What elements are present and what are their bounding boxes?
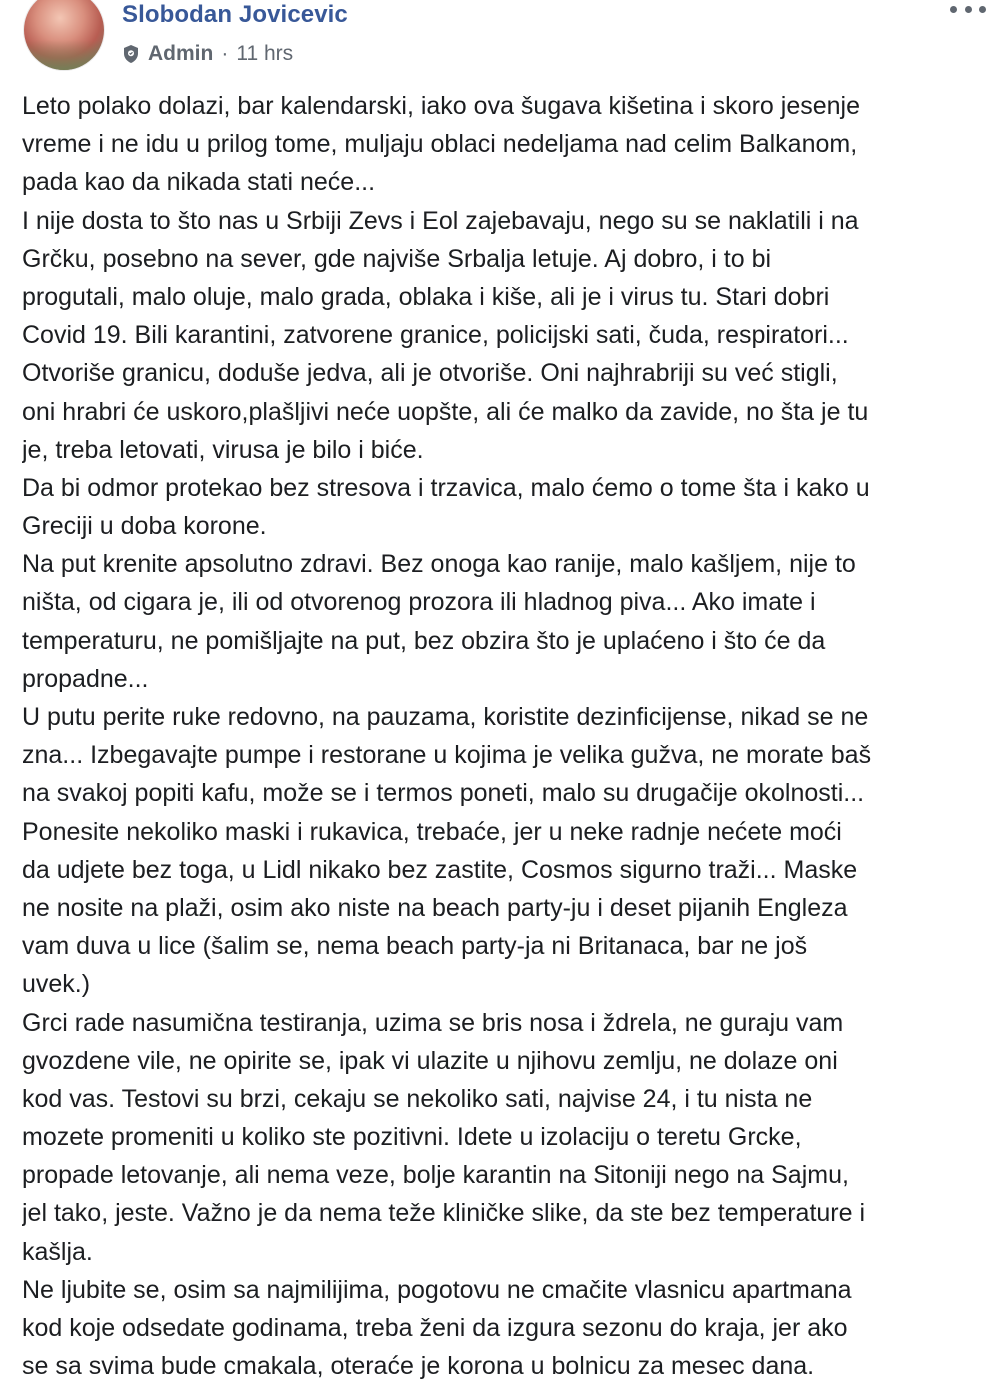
post-text <box>22 87 997 1385</box>
post-line: propade letovanje, ali nema veze, bolje karantin na Sitoniji nego na Sajmu, <box>22 1161 849 1190</box>
post-line: progutali, malo oluje, malo grada, oblaka i kiše, ali je i virus tu. Stari dobri <box>22 282 830 311</box>
meta-separator: · <box>221 42 229 65</box>
post-header <box>0 0 1000 80</box>
post-line: kod koje odsedate godinama, treba ženi da izgura sezonu do kraja, jer ako <box>22 1314 848 1342</box>
admin-badge: Admin <box>148 42 214 65</box>
post-line: Grci rade nasumična testiranja, uzima se bris nosa i ždrela, ne guraju vam <box>22 1008 844 1037</box>
post-line: vam duva u lice (šalim se, nema beach party-ja ni Britanaca, bar ne još <box>22 932 808 961</box>
post-line: pada kao da nikada stati neće... <box>22 168 376 197</box>
post-line: Ne ljubite se, osim sa najmilijima, pogotovu ne cmačite vlasnicu apartmana <box>22 1275 852 1304</box>
post-line: vreme i ne idu u prilog tome, muljaju oblaci nedeljama nad celim Balkanom, <box>22 130 858 159</box>
post-line: se sa svima bude cmakala, oteraće je korona u bolnicu za mesec dana. <box>22 1352 815 1381</box>
post-line: U putu perite ruke redovno, na pauzama, koristite dezinficijense, nikad se ne <box>22 703 869 731</box>
more-options-button[interactable] <box>950 0 986 18</box>
post-timestamp[interactable]: 11 hrs <box>236 42 294 65</box>
post-line: Ponesite nekoliko maski i rukavica, trebaće, jer u neke radnje nećete moći <box>22 817 842 846</box>
post-line: zna... Izbegavajte pumpe i restorane u kojima je velika gužva, ne morate baš <box>22 741 872 770</box>
post-line: Grčku, posebno na sever, gde najviše Srbalja letuje. Aj dobro, i to bi <box>22 244 772 273</box>
post-line: propadne... <box>22 664 149 693</box>
post-line: mozete promeniti u koliko ste pozitivni. Idete u izolaciju o teretu Grcke, <box>22 1123 802 1152</box>
post-line: na svakoj popiti kafu, može se i termos poneti, malo su drugačije okolnosti... <box>22 779 865 808</box>
post-line: je, treba letovati, virusa je bilo i biće. <box>22 435 424 464</box>
post-line: ne nosite na plaži, osim ako niste na beach party-ju i deset pijanih Engleza <box>22 893 848 922</box>
shield-icon <box>122 44 140 64</box>
post-line: gvozdene vile, ne opirite se, ipak vi ulazite u njihovu zemlju, ne dolaze oni <box>22 1046 838 1075</box>
post-line: uvek.) <box>22 970 91 999</box>
post-line: I nije dosta to što nas u Srbiji Zevs i Eol zajebavaju, nego su se naklatili i na <box>22 206 859 235</box>
more-options-icon <box>965 6 972 13</box>
post-line: Leto polako dolazi, bar kalendarski, iako ova šugava kišetina i skoro jesenje <box>22 92 860 120</box>
post-line: Greciji u doba korone. <box>22 512 267 541</box>
post-line: ništa, od cigara je, ili od otvorenog prozora ili hladnog piva... Ako imate i <box>22 588 816 617</box>
author-avatar[interactable] <box>24 0 104 70</box>
more-options-icon <box>979 6 986 13</box>
post-line: jel tako, jeste. Važno je da nema teže kliničke slike, da ste bez temperature i <box>22 1199 866 1228</box>
post-line: Covid 19. Bili karantini, zatvorene granice, policijski sati, čuda, respiratori... <box>22 321 849 350</box>
post-line: Na put krenite apsolutno zdravi. Bez onoga kao ranije, malo kašljem, nije to <box>22 550 856 579</box>
post-meta <box>122 40 293 68</box>
author-name[interactable]: Slobodan Jovicevic <box>122 1 348 28</box>
post-line: da udjete bez toga, u Lidl nikako bez zastite, Cosmos sigurno traži... Maske <box>22 855 858 884</box>
post-line: Otvoriše granicu, doduše jedva, ali je otvoriše. Oni najhrabriji su već stigli, <box>22 359 838 388</box>
post-line: temperaturu, ne pomišljajte na put, bez obzira što je uplaćeno i što će da <box>22 626 826 655</box>
post-line: kod vas. Testovi su brzi, cekaju se nekoliko sati, najvise 24, i tu nista ne <box>22 1084 813 1113</box>
post-line: kašlja. <box>22 1237 93 1266</box>
more-options-icon <box>950 6 957 13</box>
post-line: Da bi odmor protekao bez stresova i trzavica, malo ćemo o tome šta i kako u <box>22 473 870 502</box>
post-line: oni hrabri će uskoro,plašljivi neće uopšte, ali će malko da zavide, no šta je tu <box>22 397 869 426</box>
